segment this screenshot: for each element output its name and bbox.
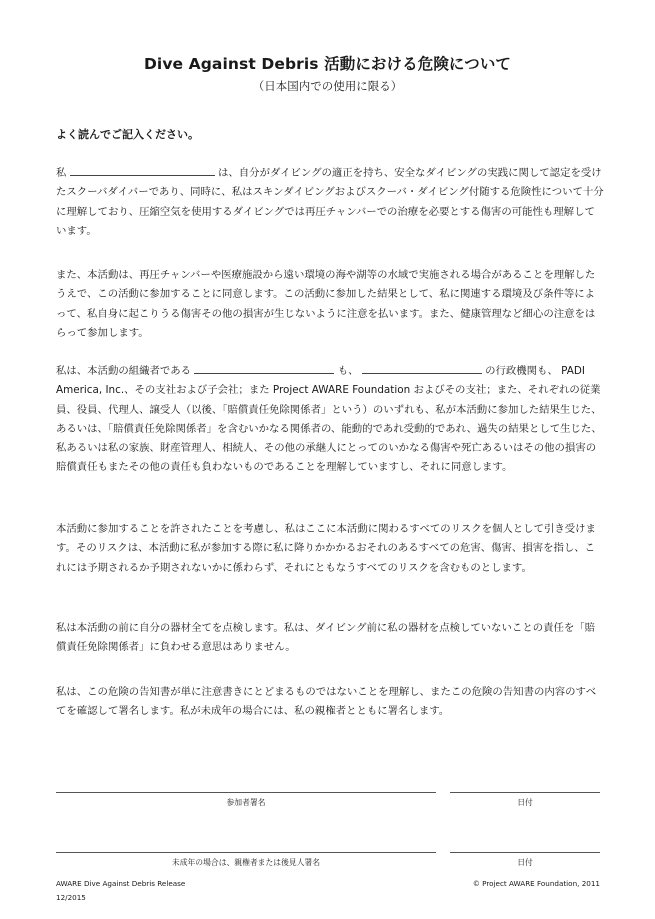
- paragraph-1-start: 私: [56, 167, 67, 179]
- paragraph-1-text: は、自分がダイビングの適正を持ち、安全なダイビングの実践に関して認定を受けたスクーバダイバーであり、同時に、私はスキンダイビングおよびスクーバ・ダイビング付随する危険性について十分に理解しており、圧縮空気を使用するダイビングでは再圧チャンバーでの治療を必要とする傷害の可能性も理解しています。: [56, 167, 604, 237]
- paragraph-3-text: PADI America, Inc.、その支社および子会社；また Project AWARE Foundation およびその支社；また、それぞれの従業員、役員、代理人、譲受人（以後、「賠償責任免除関係者」という）のいずれも、私が本活動に参加した結果生じた、あるいは、「賠償責任免除関係者」を含むいかなる関係者の、能動的であれ受動的であれ、過失の結果として生じた、私あるいは私の家族、財産管理人、相続人、その他の承継人にとってのいかなる傷害や死亡あるいはその他の損害の賠償責任もまたその他の責任も負わないものであることを理解していますし、それに同意します。: [56, 365, 602, 474]
- paragraph-1: [56, 163, 604, 241]
- document-subtitle: （日本国内での使用に限る）: [252, 79, 403, 93]
- paragraph-3: [56, 361, 604, 478]
- participant-date-label: 日付: [517, 798, 533, 807]
- paragraph-3-start: 私は、本活動の組織者である: [56, 365, 192, 377]
- guardian-signature-label: 未成年の場合は、親権者または後見人署名: [171, 858, 321, 867]
- instruction-heading: よく読んでご記入ください。: [56, 128, 199, 141]
- footer-form-date: 12/2015: [56, 893, 86, 902]
- guardian-date-label: 日付: [517, 858, 533, 867]
- document-title: Dive Against Debris 活動における危険について: [143, 55, 512, 73]
- participant-name-blank[interactable]: [70, 163, 215, 176]
- guardian-date-line[interactable]: [450, 852, 600, 853]
- government-agency-blank[interactable]: [362, 361, 482, 374]
- footer-form-name: AWARE Dive Against Debris Release: [56, 879, 186, 888]
- paragraph-6: 私は、この危険の告知書が単に注意書きにとどまるものではないことを理解し、またこの危険の告知書の内容のすべてを確認して署名します。私が未成年の場合には、私の親権者とともに署名します。: [56, 686, 597, 718]
- paragraph-5: 私は本活動の前に自分の器材全てを点検します。私は、ダイビング前に私の器材を点検していないことの責任を「賠償責任免除関係者」に負わせる意思はありません。: [56, 622, 596, 654]
- paragraph-3-mid: も、: [337, 365, 359, 377]
- paragraph-2: また、本活動は、再圧チャンバーや医療施設から遠い環境の海や湖等の水域で実施される場合があることを理解したうえで、この活動に参加することに同意します。この活動に参加した結果として、私に関連する環境及び条件等によって、私自身に起こりうる傷害その他の損害が生じないように注意を払います。また、健康管理など細心の注意をはらって参加します。: [56, 269, 596, 339]
- organizer-name-blank[interactable]: [194, 361, 334, 374]
- guardian-signature-line[interactable]: [56, 852, 436, 853]
- participant-signature-label: 参加者署名: [226, 798, 266, 807]
- footer-copyright: © Project AWARE Foundation, 2011: [472, 879, 600, 888]
- paragraph-4: 本活動に参加することを許されたことを考慮し、私はここに本活動に関わるすべてのリスクを個人として引き受けます。そのリスクは、本活動に私が参加する際に私に降りかかかるおそれのあるすべての危害、傷害、損害を指し、これには予期されるか予期されないかに係わらず、それにともなうすべてのリスクを含むものとします。: [56, 523, 596, 574]
- participant-signature-line[interactable]: [56, 792, 436, 793]
- participant-date-line[interactable]: [450, 792, 600, 793]
- paragraph-3-after: の行政機関も、: [485, 365, 558, 377]
